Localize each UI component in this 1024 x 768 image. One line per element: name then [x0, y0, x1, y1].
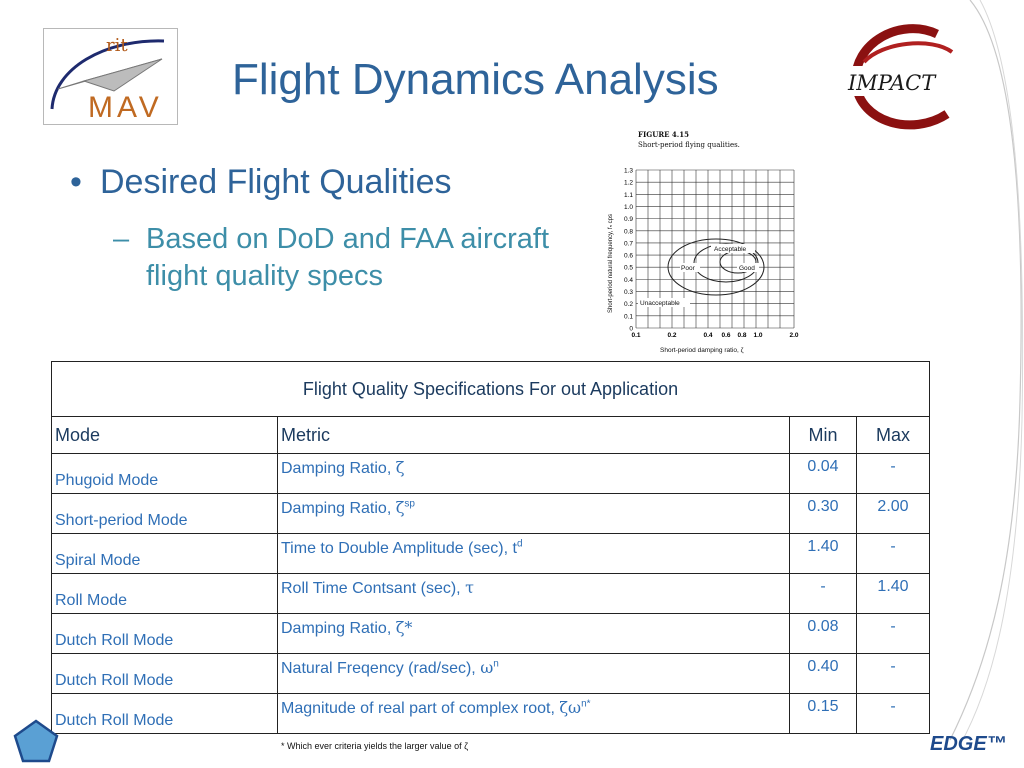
figure-xlabel: Short-period damping ratio, ζ — [660, 347, 744, 354]
max-cell: 1.40 — [857, 574, 930, 614]
min-cell: 0.04 — [790, 454, 857, 494]
metric-symbol: ζ* — [395, 618, 413, 637]
metric-text: Time to Double Amplitude (sec), t — [281, 540, 517, 557]
metric-subscript: d — [516, 538, 523, 550]
bullet-level1 — [70, 163, 451, 202]
metric-text: Damping Ratio, — [281, 500, 396, 517]
y-tick-label: 0.2 — [623, 301, 633, 309]
y-tick-label: 0.7 — [623, 240, 633, 248]
min-cell: 0.30 — [790, 494, 857, 534]
metric-symbol: ω — [480, 658, 494, 677]
metric-text: Damping Ratio, — [281, 620, 396, 637]
figure-ylabel: Short-period natural frequency, fₙ cps — [608, 214, 614, 313]
figure-number: FIGURE 4.15 — [638, 130, 689, 139]
metric-symbol: ζω — [559, 698, 582, 717]
metric-symbol: ζ — [395, 498, 405, 517]
table-row — [52, 534, 930, 574]
impact-logo — [842, 22, 967, 137]
mode-cell: Dutch Roll Mode — [52, 694, 278, 734]
y-tick-label: 1.3 — [623, 167, 633, 175]
metric-text: Roll Time Contsant (sec), — [281, 580, 466, 597]
max-cell: - — [857, 454, 930, 494]
max-cell: 2.00 — [857, 494, 930, 534]
metric-subscript: n* — [581, 698, 591, 710]
region-poor-label: Poor — [681, 265, 695, 272]
slide-title: Flight Dynamics Analysis — [232, 55, 719, 104]
metric-cell — [278, 614, 790, 654]
metric-text: Natural Freqency (rad/sec), — [281, 660, 481, 677]
max-cell: - — [857, 614, 930, 654]
y-tick-label: 0.4 — [623, 276, 633, 284]
mode-cell: Roll Mode — [52, 574, 278, 614]
metric-symbol: τ — [465, 578, 474, 597]
y-tick-label: 0.1 — [623, 313, 633, 321]
bullet-dash-marker: – — [113, 223, 130, 255]
max-cell: - — [857, 534, 930, 574]
metric-subscript: sp — [404, 498, 415, 510]
x-tick-label: 1.0 — [753, 332, 763, 339]
metric-cell — [278, 534, 790, 574]
table-header-row — [52, 417, 930, 454]
footnote: * Which ever criteria yields the larger value of ζ — [281, 741, 469, 751]
metric-cell — [278, 574, 790, 614]
table-row — [52, 654, 930, 694]
region-unacceptable-label: Unacceptable — [640, 300, 680, 307]
metric-text: Magnitude of real part of complex root, — [281, 700, 560, 717]
region-acceptable-label: Acceptable — [714, 246, 747, 253]
bullet-level1-text: Desired Flight Qualities — [100, 163, 452, 201]
x-tick-label: 0.2 — [667, 332, 677, 339]
max-cell: - — [857, 694, 930, 734]
header-max: Max — [857, 417, 930, 454]
mode-cell: Dutch Roll Mode — [52, 654, 278, 694]
x-tick-label: 0.8 — [737, 332, 747, 339]
y-tick-label: 0.5 — [623, 264, 633, 272]
metric-cell — [278, 654, 790, 694]
table-row — [52, 494, 930, 534]
impact-text: IMPACT — [848, 71, 936, 95]
min-cell: 0.15 — [790, 694, 857, 734]
metric-symbol: ζ — [395, 458, 405, 477]
min-cell: 0.08 — [790, 614, 857, 654]
y-tick-label: 1.1 — [623, 191, 633, 199]
metric-cell — [278, 454, 790, 494]
figure-y-ticks — [624, 168, 633, 333]
min-cell: 1.40 — [790, 534, 857, 574]
y-tick-label: 1.2 — [623, 179, 633, 187]
table-caption: Flight Quality Specifications For out Application — [52, 362, 930, 417]
y-tick-label: 0.9 — [623, 216, 633, 224]
x-tick-label: 0.1 — [631, 332, 641, 339]
x-tick-label: 0.6 — [721, 332, 731, 339]
metric-subscript: n — [493, 658, 499, 670]
y-tick-label: 0.6 — [623, 252, 633, 260]
table-row — [52, 614, 930, 654]
x-tick-label: 2.0 — [789, 332, 799, 339]
header-metric: Metric — [278, 417, 790, 454]
rit-text: rit — [106, 35, 128, 56]
mode-cell: Spiral Mode — [52, 534, 278, 574]
y-tick-label: 0.8 — [623, 228, 633, 236]
mode-cell: Dutch Roll Mode — [52, 614, 278, 654]
max-cell: - — [857, 654, 930, 694]
table-row — [52, 694, 930, 734]
pentagon-logo-icon — [13, 719, 59, 763]
table-row — [52, 574, 930, 614]
table-row — [52, 454, 930, 494]
y-tick-label: 0 — [629, 325, 633, 333]
min-cell: 0.40 — [790, 654, 857, 694]
rit-mav-logo — [43, 28, 178, 125]
metric-cell — [278, 694, 790, 734]
y-tick-label: 0.3 — [623, 289, 633, 297]
bullet-level2 — [113, 221, 566, 295]
metric-cell — [278, 494, 790, 534]
short-period-figure — [598, 128, 808, 356]
metric-text: Damping Ratio, — [281, 460, 396, 477]
edge-trademark-label: EDGE™ — [930, 733, 1007, 755]
y-tick-label: 1.0 — [623, 203, 633, 211]
bullet-level2-text: Based on DoD and FAA aircraft flight quality specs — [146, 223, 549, 292]
figure-x-ticks — [631, 332, 798, 339]
min-cell: - — [790, 574, 857, 614]
region-good-label: Good — [739, 265, 755, 272]
bullet-marker: • — [70, 163, 82, 201]
figure-caption: Short-period flying qualities. — [638, 141, 740, 149]
x-tick-label: 0.4 — [703, 332, 713, 339]
header-mode: Mode — [52, 417, 278, 454]
mav-text: MAV — [88, 91, 163, 124]
mode-cell: Phugoid Mode — [52, 454, 278, 494]
header-min: Min — [790, 417, 857, 454]
flight-quality-spec-table — [51, 361, 930, 734]
mode-cell: Short-period Mode — [52, 494, 278, 534]
